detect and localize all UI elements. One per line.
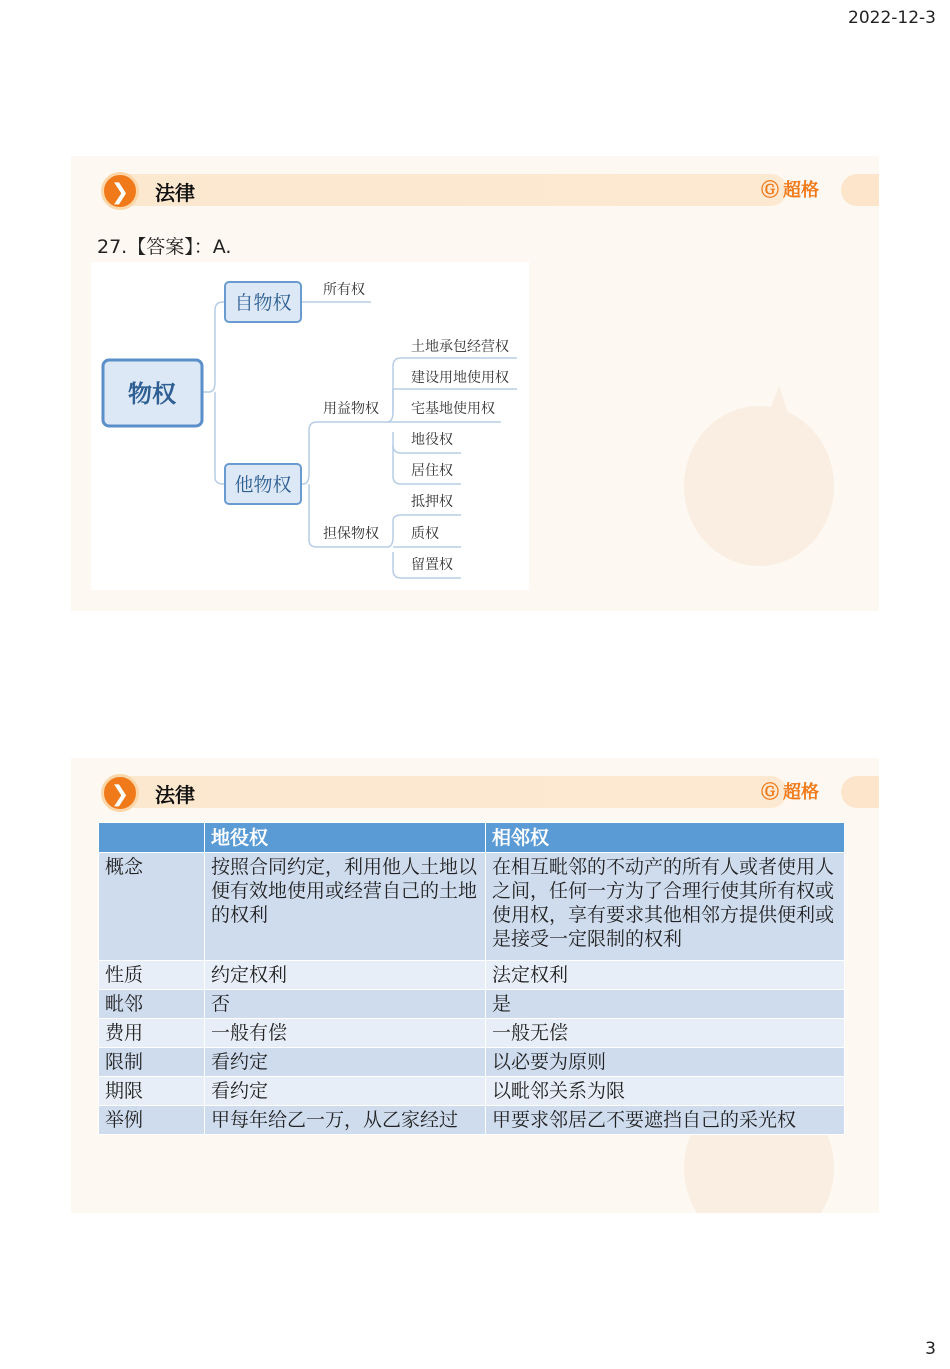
leaf-label: 抵押权 [411, 494, 453, 510]
header-bar [107, 776, 787, 808]
branch-node-label: 他物权 [234, 474, 292, 496]
table-cell: 是 [486, 990, 845, 1019]
slide-title: 法律 [155, 783, 195, 807]
table-row [99, 961, 845, 990]
table-cell: 法定权利 [486, 961, 845, 990]
sub-node-label: 用益物权 [323, 401, 379, 417]
table-cell: 一般无偿 [486, 1019, 845, 1048]
table-row [99, 1077, 845, 1106]
table-cell: 期限 [99, 1077, 205, 1106]
root-node-label: 物权 [128, 380, 176, 408]
branch-node-label: 自物权 [234, 292, 292, 314]
comparison-table [98, 822, 845, 1135]
table-cell: 以毗邻关系为限 [486, 1077, 845, 1106]
table-cell: 性质 [99, 961, 205, 990]
leaf-label: 宅基地使用权 [411, 401, 495, 417]
table-row [99, 1048, 845, 1077]
answer-text: 27.【答案】：A. [97, 236, 232, 258]
table-cell: 毗邻 [99, 990, 205, 1019]
g-logo-icon: Ⓖ [761, 180, 779, 201]
table-cell: 看约定 [205, 1048, 486, 1077]
header-bar-tail [841, 174, 879, 206]
table-cell: 甲要求邻居乙不要遮挡自己的采光权 [486, 1106, 845, 1135]
brand-logo [761, 176, 819, 202]
property-rights-diagram [91, 262, 529, 590]
leaf-label: 建设用地使用权 [411, 370, 509, 386]
arrow-right-icon: ❯ [101, 172, 139, 210]
table-row [99, 1019, 845, 1048]
table-cell: 限制 [99, 1048, 205, 1077]
arrow-right-icon: ❯ [101, 774, 139, 812]
table-header-cell: 地役权 [205, 823, 486, 853]
table-header-row [99, 823, 845, 853]
leaf-label: 地役权 [411, 432, 453, 448]
leaf-label: 留置权 [411, 557, 453, 573]
table-cell: 看约定 [205, 1077, 486, 1106]
table-header-cell [99, 823, 205, 853]
slide-title: 法律 [155, 181, 195, 205]
header-bar-tail [841, 776, 879, 808]
table-cell: 举例 [99, 1106, 205, 1135]
table-row [99, 990, 845, 1019]
leaf-label: 居住权 [411, 463, 453, 479]
table-cell: 费用 [99, 1019, 205, 1048]
table-cell: 以必要为原则 [486, 1048, 845, 1077]
g-logo-icon: Ⓖ [761, 782, 779, 803]
table-cell: 一般有偿 [205, 1019, 486, 1048]
table-row [99, 1106, 845, 1135]
table-cell: 约定权利 [205, 961, 486, 990]
sub-node-label: 担保物权 [323, 526, 379, 542]
brand-name: 超格 [783, 782, 819, 803]
table-cell: 按照合同约定，利用他人土地以便有效地使用或经营自己的土地的权利 [205, 853, 486, 961]
table-header-cell: 相邻权 [486, 823, 845, 853]
brand-name: 超格 [783, 180, 819, 201]
brand-logo [761, 778, 819, 804]
table-row [99, 853, 845, 961]
mascot-watermark-icon [669, 376, 849, 576]
leaf-label: 土地承包经营权 [411, 339, 509, 355]
slide-1 [71, 156, 879, 611]
page-number: 3 [925, 1339, 936, 1359]
table-cell: 在相互毗邻的不动产的所有人或者使用人之间，任何一方为了合理行使其所有权或使用权，享有要求其他相邻方提供便利或是接受一定限制的权利 [486, 853, 845, 961]
leaf-label: 所有权 [323, 282, 365, 298]
slide-2 [71, 758, 879, 1213]
table-cell: 否 [205, 990, 486, 1019]
table-cell: 概念 [99, 853, 205, 961]
header-bar [107, 174, 787, 206]
page-date: 2022-12-3 [848, 8, 936, 28]
leaf-label: 质权 [411, 526, 439, 542]
table-cell: 甲每年给乙一万，从乙家经过 [205, 1106, 486, 1135]
